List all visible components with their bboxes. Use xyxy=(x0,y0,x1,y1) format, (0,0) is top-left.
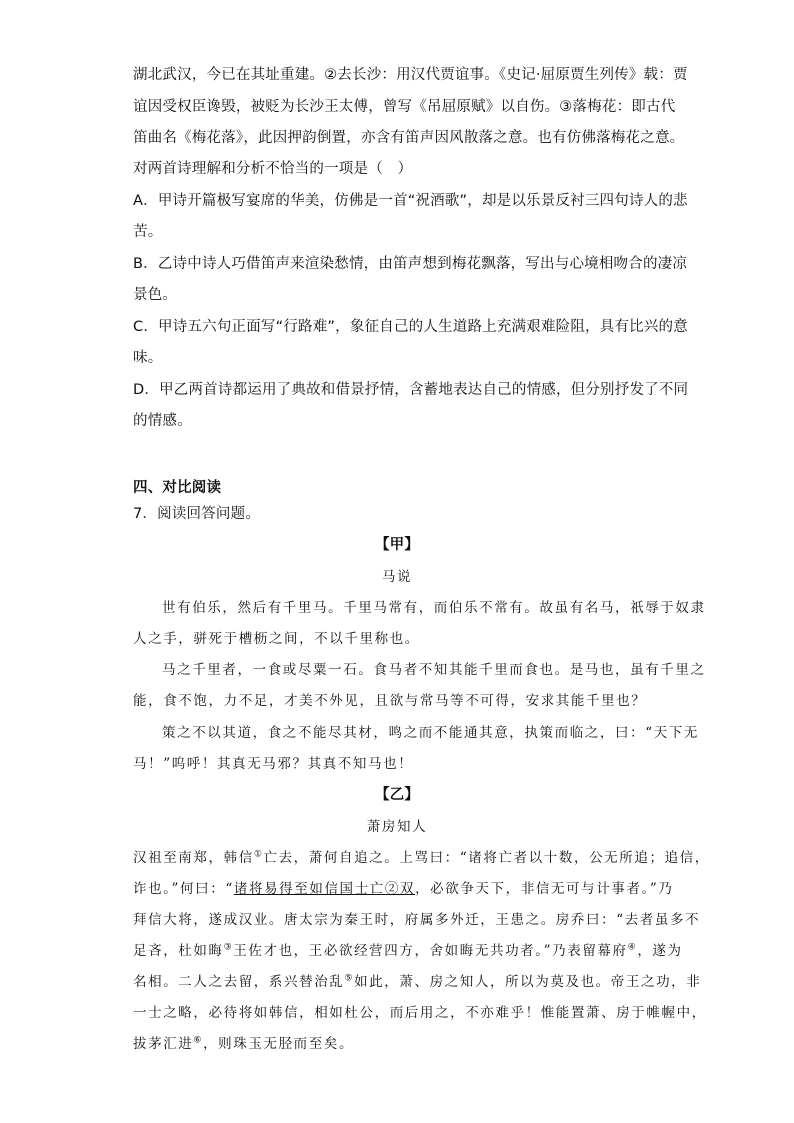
passage-line: 马之千里者，一食或尽粟一石。食马者不知其能千里而食也。是马也，虽有千里之 xyxy=(162,662,706,678)
passage-marker: 【甲】 xyxy=(374,537,420,553)
option-c-cont: 味。 xyxy=(133,350,163,366)
passage-line: 人之手，骈死于槽枥之间，不以千里称也。 xyxy=(133,631,420,647)
option-d-cont: 的情感。 xyxy=(133,413,192,429)
option-a-cont: 苦。 xyxy=(133,224,163,240)
passage-line: 世有伯乐，然后有千里马。千里马常有，而伯乐不常有。故虽有名马，祇辱于奴隶 xyxy=(162,600,706,616)
passage-line: 诈也。”何曰：“诸将易得至如信国士亡②双，必欲争天下，非信无可与计事者。”乃 xyxy=(133,881,674,897)
underlined-sentence: 诸将易得至如信国士亡②双 xyxy=(233,881,416,897)
question-7: 7．阅读回答问题。 xyxy=(133,506,261,522)
question-stem: 对两首诗理解和分析不恰当的一项是（ ） xyxy=(133,161,413,177)
passage-title: 马说 xyxy=(381,569,413,585)
passage-line: 策之不以其道，食之不能尽其材，鸣之而不能通其意，执策而临之，曰：“天下无 xyxy=(162,725,700,741)
passage-line: 汉祖至南郑，韩信①亡去，萧何自追之。上骂曰：“诸将亡者以十数，公无所追；追信， xyxy=(133,849,710,866)
note-line: 湖北武汉，今已在其址重建。②去长沙：用汉代贾谊事。《史记·屈原贾生列传》载：贾 xyxy=(133,67,688,83)
option-c: C．甲诗五六句正面写“行路难”，象征自己的人生道路上充满艰难险阻，具有比兴的意 xyxy=(133,319,688,335)
passage-line: 能，食不饱，力不足，才美不外见，且欲与常马等不可得，安求其能千里也？ xyxy=(133,693,647,709)
footnote-marker: ③ xyxy=(223,942,234,953)
passage-line: 拔茅汇进⑥，则珠玉无胫而至矣。 xyxy=(133,1035,355,1052)
section-heading: 四、对比阅读 xyxy=(133,480,222,496)
option-d: D．甲乙两首诗都运用了典故和借景抒情，含蓄地表达自己的情感，但分别抒发了不同 xyxy=(133,382,689,398)
option-a: A．甲诗开篇极写宴席的华美，仿佛是一首“祝酒歌”，却是以乐景反衬三四句诗人的悲 xyxy=(133,193,688,209)
passage-line: 名相。二人之去留，系兴替治乱⑤如此，萧、房之知人，所以为莫及也。帝王之功，非 xyxy=(133,973,702,990)
footnote-marker: ⑥ xyxy=(193,1035,204,1046)
note-line: 谊因受权臣谗毁，被贬为长沙王太傅，曾写《吊屈原赋》以自伤。③落梅花：即古代 xyxy=(133,99,676,115)
option-b: B．乙诗中诗人巧借笛声来渲染愁情，由笛声想到梅花飘落，写出与心境相吻合的凄凉 xyxy=(133,256,688,272)
option-b-cont: 景色。 xyxy=(133,287,178,303)
footnote-marker: ① xyxy=(253,849,264,860)
footnote-marker: ④ xyxy=(627,942,638,953)
note-line: 笛曲名《梅花落》，此因押韵倒置，亦含有笛声因风散落之意。也有仿佛落梅花之意。 xyxy=(133,130,685,146)
passage-line: 拜信大将，遂成汉业。唐太宗为秦王时，府属多外迁，王患之。房乔曰：“去者虽多不 xyxy=(133,912,701,928)
passage-marker: 【乙】 xyxy=(374,787,420,803)
passage-line: 马！”呜呼！其真无马邪？其真不知马也！ xyxy=(133,756,414,772)
passage-line: 足吝，杜如晦③王佐才也，王必欲经营四方，舍如晦无共功者。”乃表留幕府④，遂为 xyxy=(133,942,683,959)
footnote-marker: ⑤ xyxy=(344,973,355,984)
passage-line: 一士之略，必待将如韩信，相如杜公，而后用之，不亦难乎！惟能置萧、房于帷幄中， xyxy=(133,1005,707,1021)
passage-title: 萧房知人 xyxy=(366,819,428,835)
